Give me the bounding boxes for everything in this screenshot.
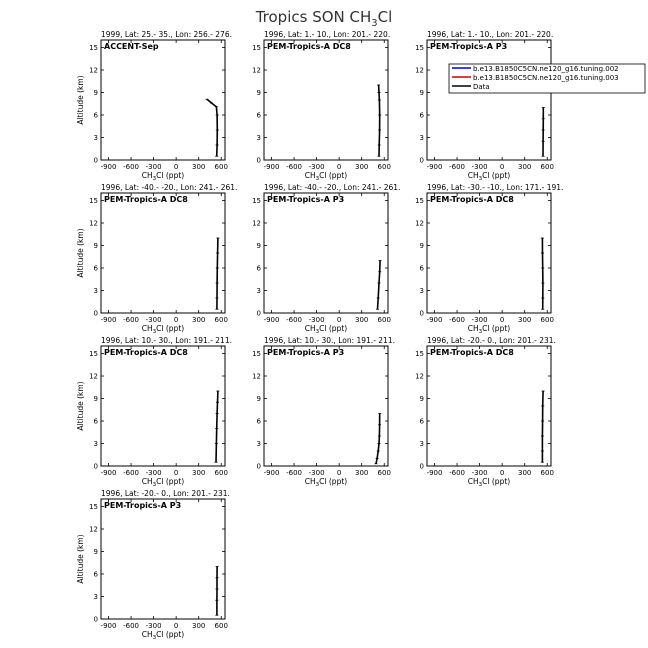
data-series-line [379,85,380,156]
campaign-label: PEM-Tropics-A DC8 [267,42,351,51]
panel-header: 1996, Lat: 10.- 30., Lon: 191.- 211. [101,336,232,345]
y-axis-label: Altitude (km) [76,75,85,125]
x-tick-label: 0 [336,163,342,171]
y-tick-label: 9 [419,242,424,250]
y-tick-label: 12 [89,219,98,228]
x-axis-label [142,171,184,182]
y-tick-label: 12 [415,219,424,228]
data-series-line [376,414,380,464]
x-tick-label: 0 [499,163,505,171]
y-tick-label: 9 [93,242,98,250]
y-tick-label: 0 [93,462,98,471]
x-axis-label-part: Cl (ppt) [156,630,185,639]
data-series-line [378,261,381,310]
x-tick-label: 600 [377,163,391,171]
legend-entry: b.e13.B1850C5CN.ne120_g16.tuning.003 [473,74,619,82]
x-tick-label: 300 [192,622,206,630]
data-series-line [542,238,543,309]
x-tick-label: 300 [518,316,532,324]
x-axis-label-part: Cl (ppt) [319,171,348,180]
panel-header: 1996, Lat: -20.- 0., Lon: 201.- 231. [101,489,230,498]
y-tick-label: 6 [93,570,98,579]
y-tick-label: 6 [93,111,98,120]
y-tick-label: 3 [256,287,261,295]
x-tick-label: -900 [263,469,280,477]
y-tick-label: 0 [256,462,261,471]
x-axis-label-subscript: 3 [152,176,157,182]
x-tick-label: 300 [518,469,532,477]
x-tick-label: 600 [540,163,554,171]
x-axis-label [305,477,347,488]
x-axis-label [142,477,184,488]
x-tick-label: -300 [471,469,488,477]
x-tick-label: 600 [377,469,391,477]
page-title-tail: Cl [377,8,393,26]
x-axis-label-part: Cl (ppt) [319,477,348,486]
y-tick-label: 6 [419,417,424,426]
y-tick-label: 6 [256,264,261,273]
plot-frame [101,346,225,466]
x-tick-label: -600 [449,469,466,477]
x-tick-label: -600 [286,469,303,477]
y-tick-label: 9 [93,89,98,97]
chart-panel [252,336,395,488]
campaign-label: PEM-Tropics-A DC8 [104,195,188,204]
x-tick-label: -300 [471,163,488,171]
x-tick-label: -300 [308,316,325,324]
y-tick-label: 0 [93,309,98,318]
plot-frame [101,193,225,313]
y-axis-label: Altitude (km) [76,228,85,278]
chart-panel [415,336,556,488]
x-axis-label [468,171,510,182]
x-axis-label [305,324,347,335]
y-tick-label: 15 [252,350,261,358]
campaign-label: ACCENT-Sep [104,42,159,51]
x-tick-label: -300 [145,163,162,171]
panel-header: 1999, Lat: 25.- 35., Lon: 256.- 276. [101,30,232,39]
y-tick-label: 15 [89,197,98,205]
x-tick-label: -600 [286,163,303,171]
chart-panel [415,30,645,182]
y-tick-label: 12 [89,525,98,534]
y-tick-label: 15 [252,44,261,52]
y-tick-label: 0 [93,615,98,624]
x-tick-label: -600 [449,163,466,171]
x-tick-label: 0 [336,316,342,324]
y-tick-label: 3 [419,134,424,142]
x-axis-label-subscript: 3 [315,482,320,488]
x-tick-label: -300 [308,469,325,477]
plot-frame [264,346,388,466]
x-tick-label: -600 [123,316,140,324]
y-tick-label: 6 [419,264,424,273]
plot-frame [427,40,551,160]
x-tick-label: -600 [286,316,303,324]
y-tick-label: 9 [93,548,98,556]
y-tick-label: 12 [252,219,261,228]
x-tick-label: 300 [355,316,369,324]
y-axis-label: Altitude (km) [76,381,85,431]
y-tick-label: 9 [256,395,261,403]
y-tick-label: 12 [89,66,98,75]
y-tick-label: 3 [93,440,98,448]
x-axis-label-subscript: 3 [152,482,157,488]
y-tick-label: 12 [415,66,424,75]
y-tick-label: 3 [256,134,261,142]
x-tick-label: 300 [192,469,206,477]
x-tick-label: -300 [308,163,325,171]
x-axis-label-subscript: 3 [152,329,157,335]
y-tick-label: 6 [256,417,261,426]
x-axis-label-part: Cl (ppt) [156,324,185,333]
chart-panel [76,30,232,182]
chart-panel [252,30,391,182]
panel-header: 1996, Lat: 10.- 30., Lon: 191.- 211. [264,336,395,345]
x-tick-label: -900 [426,469,443,477]
x-axis-label-part: CH [304,324,316,333]
x-tick-label: 600 [214,163,228,171]
campaign-label: PEM-Tropics-A P3 [267,348,345,357]
x-axis-label-part: CH [467,477,479,486]
x-tick-label: -600 [449,316,466,324]
x-tick-label: -300 [145,622,162,630]
campaign-label: PEM-Tropics-A P3 [267,195,345,204]
x-tick-label: -600 [123,469,140,477]
x-tick-label: 600 [377,316,391,324]
y-tick-label: 0 [93,156,98,165]
plot-frame [427,193,551,313]
x-tick-label: 600 [214,469,228,477]
plot-frame [264,40,388,160]
x-axis-label-subscript: 3 [315,176,320,182]
plot-frame [101,40,225,160]
y-tick-label: 12 [252,66,261,75]
campaign-label: PEM-Tropics-A DC8 [430,195,514,204]
x-tick-label: 600 [214,316,228,324]
x-axis-label-part: CH [304,171,316,180]
y-tick-label: 3 [419,287,424,295]
y-tick-label: 0 [256,156,261,165]
x-tick-label: -900 [263,316,280,324]
y-tick-label: 15 [415,197,424,205]
x-tick-label: -900 [100,163,117,171]
y-tick-label: 0 [419,156,424,165]
chart-panel [76,183,237,335]
x-tick-label: 300 [192,163,206,171]
x-axis-label-subscript: 3 [478,176,483,182]
x-tick-label: -900 [100,622,117,630]
campaign-label: PEM-Tropics-A DC8 [104,348,188,357]
x-tick-label: 300 [192,316,206,324]
x-axis-label-part: Cl (ppt) [482,324,511,333]
x-axis-label-part: CH [467,324,479,333]
panel-header: 1996, Lat: -40.- -20., Lon: 241.- 261. [101,183,238,192]
x-axis-label-subscript: 3 [478,329,483,335]
x-tick-label: -600 [123,622,140,630]
x-tick-label: 0 [499,316,505,324]
x-axis-label [305,171,347,182]
x-axis-label-subscript: 3 [152,635,157,641]
y-tick-label: 9 [419,89,424,97]
panel-header: 1996, Lat: -40.- -20., Lon: 241.- 261. [264,183,401,192]
y-tick-label: 12 [89,372,98,381]
y-tick-label: 12 [415,372,424,381]
x-tick-label: 600 [540,469,554,477]
x-axis-label-part: Cl (ppt) [482,171,511,180]
y-tick-label: 9 [93,395,98,403]
data-series-line [207,99,217,156]
chart-panel [252,183,400,335]
campaign-label: PEM-Tropics-A P3 [430,42,508,51]
x-axis-label-part: Cl (ppt) [156,477,185,486]
x-tick-label: 0 [336,469,342,477]
x-axis-label [468,324,510,335]
x-tick-label: 0 [173,163,179,171]
x-axis-label [468,477,510,488]
x-axis-label-subscript: 3 [478,482,483,488]
y-tick-label: 15 [89,350,98,358]
chart-panel [76,336,232,488]
x-tick-label: -900 [100,316,117,324]
y-tick-label: 3 [93,593,98,601]
x-tick-label: -300 [471,316,488,324]
plot-frame [427,346,551,466]
page-title-main: Tropics SON CH [255,8,372,26]
x-axis-label-part: CH [141,171,153,180]
y-tick-label: 12 [252,372,261,381]
y-tick-label: 9 [256,89,261,97]
x-axis-label-part: Cl (ppt) [319,324,348,333]
panel-header: 1996, Lat: 1.- 10., Lon: 201.- 220. [264,30,391,39]
x-tick-label: 0 [173,316,179,324]
x-tick-label: 300 [355,163,369,171]
campaign-label: PEM-Tropics-A P3 [104,501,182,510]
x-tick-label: -900 [426,316,443,324]
y-tick-label: 3 [419,440,424,448]
panel-header: 1996, Lat: -30.- -10., Lon: 171.- 191. [427,183,564,192]
x-axis-label-part: CH [141,477,153,486]
x-axis-label-part: Cl (ppt) [482,477,511,486]
data-series-line [542,391,543,462]
y-tick-label: 15 [415,350,424,358]
x-axis-label-part: CH [304,477,316,486]
plot-frame [264,193,388,313]
data-series-line [216,391,218,462]
x-axis-label-part: CH [141,630,153,639]
y-tick-label: 3 [256,440,261,448]
x-tick-label: -300 [145,469,162,477]
legend-entry: b.e13.B1850C5CN.ne120_g16.tuning.002 [473,65,619,73]
legend [449,64,645,93]
x-axis-label-part: CH [467,171,479,180]
y-axis-label: Altitude (km) [76,534,85,584]
x-tick-label: 0 [173,469,179,477]
x-axis-label-part: CH [141,324,153,333]
x-tick-label: -600 [123,163,140,171]
x-tick-label: -900 [426,163,443,171]
y-tick-label: 0 [419,309,424,318]
y-tick-label: 6 [93,417,98,426]
x-tick-label: -900 [263,163,280,171]
x-tick-label: 0 [499,469,505,477]
x-tick-label: 600 [540,316,554,324]
y-tick-label: 6 [419,111,424,120]
page-title-subscript: 3 [371,18,378,29]
x-axis-label-subscript: 3 [315,329,320,335]
x-tick-label: 300 [518,163,532,171]
y-tick-label: 15 [89,503,98,511]
legend-entry: Data [473,83,490,91]
chart-panel [415,183,563,335]
x-tick-label: -300 [145,316,162,324]
x-tick-label: 600 [214,622,228,630]
chart-panel [76,489,230,641]
campaign-label: PEM-Tropics-A DC8 [430,348,514,357]
y-tick-label: 3 [93,134,98,142]
x-axis-label [142,324,184,335]
x-tick-label: -900 [100,469,117,477]
y-tick-label: 3 [93,287,98,295]
y-tick-label: 15 [89,44,98,52]
y-tick-label: 15 [415,44,424,52]
y-tick-label: 0 [419,462,424,471]
y-tick-label: 15 [252,197,261,205]
x-axis-label [142,630,184,641]
x-tick-label: 300 [355,469,369,477]
y-tick-label: 6 [93,264,98,273]
y-tick-label: 6 [256,111,261,120]
x-tick-label: 0 [173,622,179,630]
y-tick-label: 9 [256,242,261,250]
data-series-line [217,238,218,309]
y-tick-label: 9 [419,395,424,403]
panel-header: 1996, Lat: -20.- 0., Lon: 201.- 231. [427,336,556,345]
y-tick-label: 0 [256,309,261,318]
panel-header: 1996, Lat: 1.- 10., Lon: 201.- 220. [427,30,554,39]
plot-frame [101,499,225,619]
x-axis-label-part: Cl (ppt) [156,171,185,180]
